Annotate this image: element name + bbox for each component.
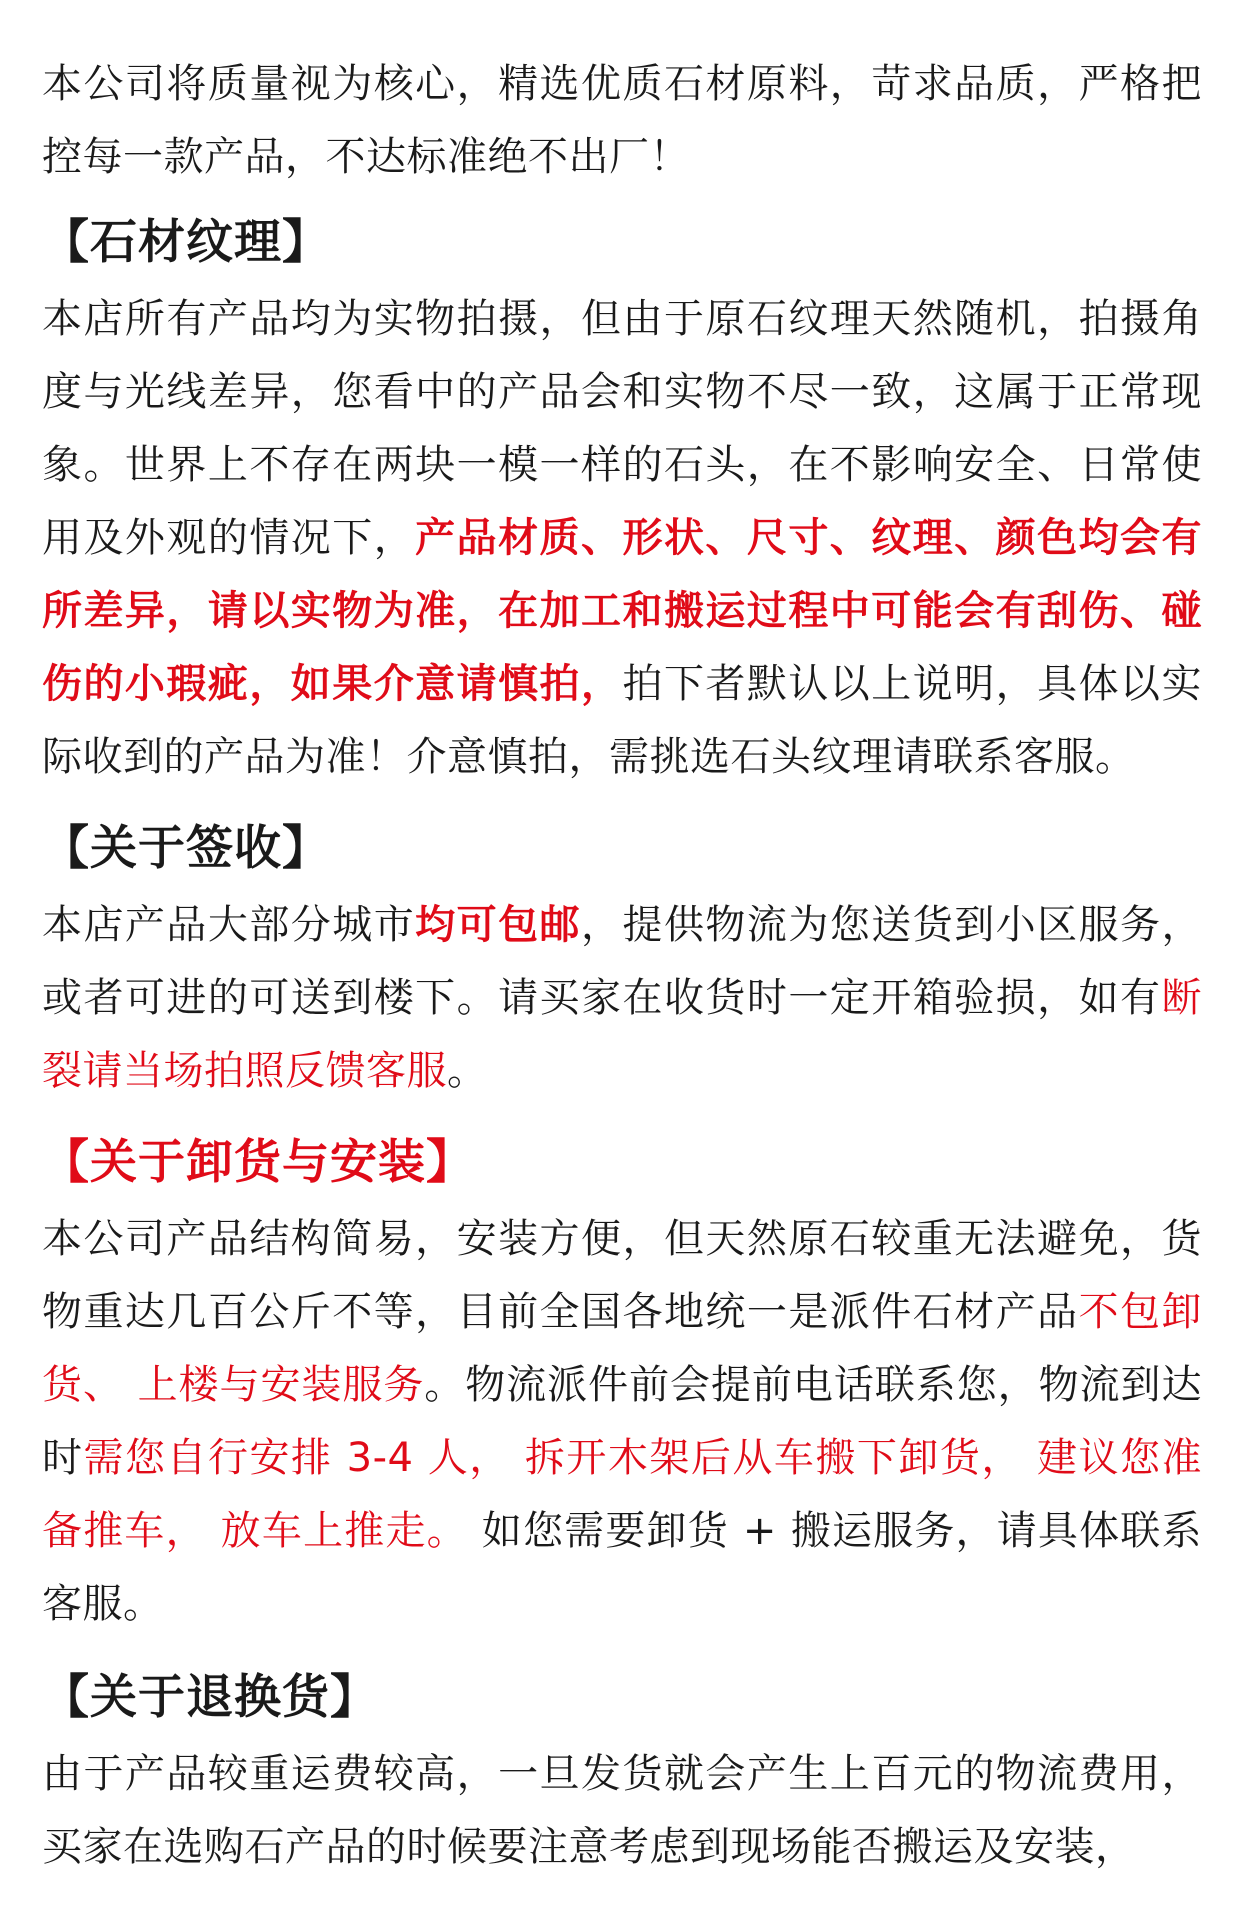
free-shipping-highlight: 均可包邮 (415, 902, 582, 948)
stone-texture-note: 拍下者默认以上说明，具体以实际收到的产品为准！介意慎拍，需挑选石头纹理请联系客服。 (42, 661, 1203, 780)
breakage-highlight: 断裂请当场拍照反馈客服 (42, 975, 1202, 1094)
sign-for-section (42, 812, 1202, 885)
unload-install-heading: 【关于卸货与安装】 (42, 1135, 474, 1190)
sign-for-heading: 【关于签收】 (42, 821, 330, 876)
returns-paragraph: 由于产品较重运费较高，一旦发货就会产生上百元的物流费用，买家在选购石产品的时候要注意考虑到现场能否搬运及安装， (42, 1751, 1202, 1870)
returns-section (42, 1661, 1202, 1734)
self-arrange-highlight: 需您自行安排 3-4 人， 拆开木架后从车搬下卸货， 建议您准备推车， 放车上推走。 (42, 1435, 1202, 1554)
sign-for-text-2: ，提供物流为您送货到小区服务，或者可进的可送到楼下。请买家在收货时一定开箱验损，如有 (42, 902, 1203, 1021)
stone-texture-heading: 【石材纹理】 (42, 215, 330, 270)
unload-install-text: 本公司产品结构简易，安装方便，但天然原石较重无法避免，货物重达几百公斤不等，目前全国各地统一是派件石材产品 (42, 1216, 1202, 1335)
intro-paragraph: 本公司将质量视为核心，精选优质石材原料，苛求品质，严格把控每一款产品，不达标准绝不出厂！ (42, 61, 1202, 180)
no-unload-highlight: 不包卸货、 上楼与安装服务 (42, 1289, 1203, 1408)
stone-texture-warning: 产品材质、形状、尺寸、纹理、颜色均会有所差异，请以实物为准，在加工和搬运过程中可能会有刮伤、碰伤的小瑕疵，如果介意请慎拍， (42, 515, 1203, 707)
product-notice (42, 48, 1202, 1884)
sign-for-paragraph (42, 889, 1202, 1108)
unload-install-end: 如您需要卸货 + 搬运服务，请具体联系客服。 (42, 1508, 1202, 1627)
stone-texture-paragraph (42, 283, 1202, 794)
sign-for-end: 。 (447, 1048, 488, 1094)
stone-texture-text: 本店所有产品均为实物拍摄，但由于原石纹理天然随机，拍摄角度与光线差异，您看中的产品会和实物不尽一致，这属于正常现象。世界上不存在两块一模一样的石头，在不影响安全、日常使用及外观的情况下， (42, 296, 1202, 561)
unload-install-paragraph (42, 1203, 1202, 1641)
unload-install-section (42, 1126, 1202, 1199)
unload-install-text-2: 。物流派件前会提前电话联系您，物流到达时 (42, 1362, 1202, 1481)
sign-for-text: 本店产品大部分城市 (42, 902, 416, 948)
returns-heading: 【关于退换货】 (42, 1670, 378, 1725)
stone-texture-section (42, 206, 1202, 279)
